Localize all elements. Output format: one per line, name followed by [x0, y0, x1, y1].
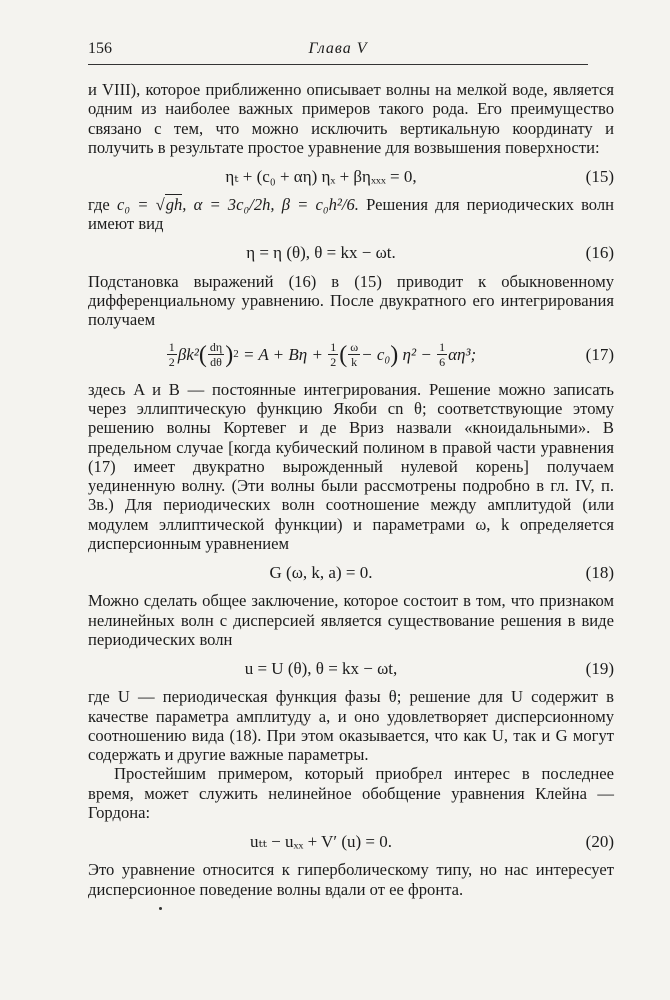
- frac-half: 1 2: [168, 340, 175, 370]
- chapter-title: Глава V: [308, 40, 368, 57]
- eq17-square: 2: [233, 348, 239, 361]
- paren-open: (: [198, 341, 207, 368]
- eq17-minus-c0: − c₀: [361, 345, 391, 365]
- paragraph-5: Можно сделать общее заключение, которое состоит в том, что признаком нелинейных волн с дисперсией является существование решения в виде периодических волн: [88, 591, 614, 649]
- frac-sixth: $\frac{1}{6}$: [439, 340, 446, 370]
- paragraph-2: [88, 195, 614, 234]
- equation-15: [88, 157, 614, 195]
- equation-20: [88, 822, 614, 860]
- params-prefix: где: [88, 195, 110, 215]
- equation-16: [88, 234, 614, 272]
- page-header: [88, 40, 588, 64]
- equation-16-body: η = η (θ), θ = kx − ωt.: [246, 243, 396, 263]
- params-rest: , α = 3c₀/2h, β = c₀h²/6.: [182, 195, 359, 215]
- equation-20-body: uₜₜ − uₓₓ + V′ (u) = 0.: [249, 831, 393, 851]
- paren-close-2: ): [390, 341, 399, 368]
- paragraph-6: где U — периодическая функция фазы θ; решение для U содержит в качестве параметра амплитуду a, и оно удовлетворяет дисперсионному соотношению вида (18). При этом оказывается, что как U, так и G могут содержать и другие важные параметры.: [88, 687, 614, 765]
- eq17-rhs1: = A + Bη +: [242, 345, 323, 365]
- paragraph-1: и VIII), которое приближенно описывает волны на мелкой воде, является одним из наиболее важных примеров такого рода. Его преимущество связано с тем, что можно исключить вертикальную координату и получить в результате простое уравнение для возвышения поверхности:: [88, 80, 614, 157]
- header-rule: [88, 64, 588, 65]
- paragraph-4: здесь A и B — постоянные интегрирования. Решение можно записать через эллиптическую функцию Якоби сn θ; соответствующие этому решению волны Кортевег и де Вриз назвали «кноидальными». В предельном случае [когда кубический полином в правой части уравнения (17) имеет двукратно вырожденный нулевой корень] получаем уединенную волну. (Эти волны были рассмотрены подробно в гл. IV, п. 3в.) Для периодических волн соотношение между амплитудой (или модулем эллиптической функции) и параметрами ω, k определяется дисперсионным уравнением: [88, 379, 614, 554]
- eq17-eta2: η² −: [402, 345, 432, 365]
- equation-18: [88, 553, 614, 591]
- frac-omega-k: ω k: [350, 340, 359, 370]
- equation-17-body: [88, 330, 554, 380]
- frac-deta-dtheta: dη dθ: [209, 340, 223, 370]
- equation-19-body: u = U (θ), θ = kx − ωt,: [244, 658, 398, 678]
- frac-half-2: $\frac{1}{2}$: [330, 340, 337, 370]
- equation-18-number: (18): [585, 562, 614, 582]
- equation-19-number: (19): [585, 658, 614, 678]
- ink-speck: [159, 907, 162, 910]
- equation-18-body: G (ω, k, a) = 0.: [269, 562, 373, 582]
- eq17-tail: αη³;: [448, 345, 477, 365]
- paragraph-8: Это уравнение относится к гиперболическому типу, но нас интересует дисперсионное поведение волны вдали от ее фронта.: [88, 860, 614, 899]
- paren-open-2: (: [339, 341, 348, 368]
- params-c0: c₀ =: [116, 195, 149, 215]
- page-number: 156: [88, 40, 112, 57]
- eq17-bk2: βk²: [177, 345, 199, 365]
- paragraph-7: Простейшим примером, который приобрел интерес в последнее время, может служить нелинейное обобщение уравнения Клейна — Гордона:: [88, 764, 614, 823]
- equation-16-number: (16): [585, 243, 614, 263]
- sqrt-sign: √: [155, 195, 165, 215]
- page-body: [88, 80, 614, 899]
- equation-20-number: (20): [585, 831, 614, 851]
- equation-17: [88, 330, 614, 380]
- equation-19: [88, 649, 614, 687]
- paren-close: ): [225, 341, 234, 368]
- paragraph-3: Подстановка выражений (16) в (15) приводит к обыкновенному дифференциальному уравнению. После двукратного его интегрирования получаем: [88, 271, 614, 330]
- equation-15-number: (15): [585, 166, 614, 186]
- equation-17-number: (17): [585, 345, 614, 365]
- params-sqrt-arg: gh: [165, 195, 183, 215]
- paragraph-2-text: Решения для периодических волн имеют вид: [88, 195, 615, 234]
- equation-15-body: ηₜ + (c₀ + αη) ηₓ + βηₓₓₓ = 0,: [225, 166, 417, 186]
